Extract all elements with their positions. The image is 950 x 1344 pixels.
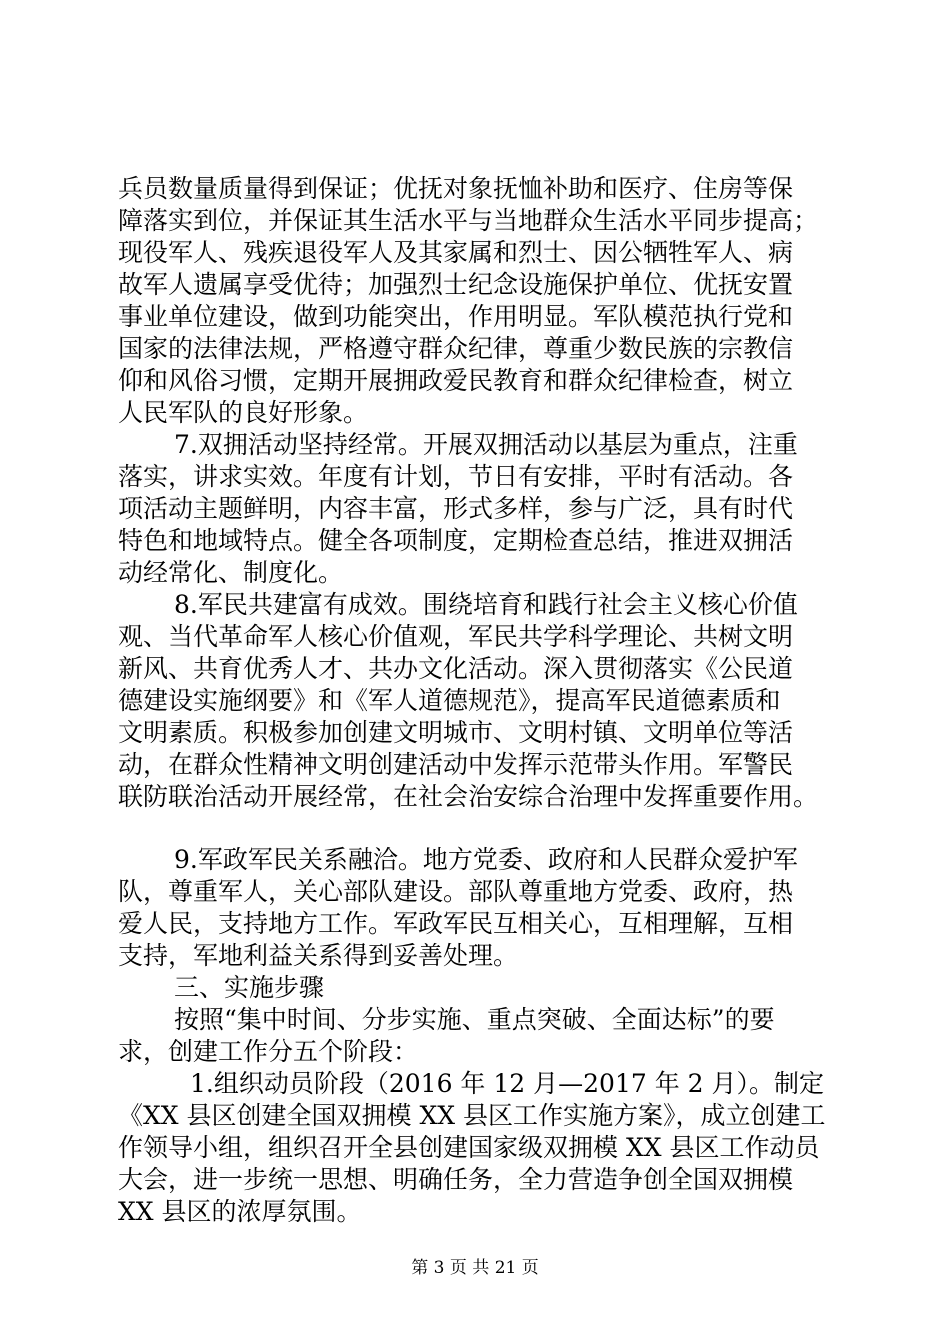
body-line-9: 7.双拥活动坚持经常。开展双拥活动以基层为重点，注重 bbox=[174, 430, 798, 459]
body-line-15: 观、当代革命军人核心价值观，军民共学科学理论、共树文明 bbox=[118, 622, 794, 651]
body-line-6: 国家的法律法规，严格遵守群众纪律，尊重少数民族的宗教信 bbox=[118, 334, 794, 363]
body-line-4: 故军人遗属享受优待；加强烈士纪念设施保护单位、优抚安置 bbox=[118, 270, 794, 299]
body-line-13: 动经常化、制度化。 bbox=[118, 558, 344, 587]
body-line-11: 项活动主题鲜明，内容丰富，形式多样，参与广泛，具有时代 bbox=[118, 494, 794, 523]
body-line-16: 新风、共育优秀人才、共办文化活动。深入贯彻落实《公民道 bbox=[118, 654, 794, 683]
body-line-22: 队，尊重军人，关心部队建设。部队尊重地方党委、政府，热 bbox=[118, 877, 794, 906]
body-line-19: 动，在群众性精神文明创建活动中发挥示范带头作用。军警民 bbox=[118, 750, 794, 779]
body-line-23: 爱人民，支持地方工作。军政军民互相关心，互相理解，互相 bbox=[118, 909, 794, 938]
body-line-14: 8.军民共建富有成效。围绕培育和践行社会主义核心价值 bbox=[174, 590, 798, 619]
body-line-24: 支持，军地利益关系得到妥善处理。 bbox=[118, 941, 519, 970]
body-line-31: 大会，进一步统一思想、明确任务，全力营造争创全国双拥模 bbox=[118, 1165, 794, 1194]
body-line-20: 联防联治活动开展经常，在社会治安综合治理中发挥重要作用。 bbox=[118, 782, 819, 811]
body-line-27: 求，创建工作分五个阶段： bbox=[118, 1037, 419, 1066]
body-line-2: 障落实到位，并保证其生活水平与当地群众生活水平同步提高； bbox=[118, 206, 819, 235]
body-line-8: 人民军队的良好形象。 bbox=[118, 398, 369, 427]
body-line-17: 德建设实施纲要》和《军人道德规范》，提高军民道德素质和 bbox=[118, 686, 781, 715]
body-line-30: 作领导小组，组织召开全县创建国家级双拥模 XX 县区工作动员 bbox=[118, 1133, 820, 1162]
body-line-7: 仰和风俗习惯，定期开展拥政爱民教育和群众纪律检查，树立 bbox=[118, 366, 794, 395]
body-line-1: 兵员数量质量得到保证；优抚对象抚恤补助和医疗、住房等保 bbox=[118, 174, 794, 203]
body-line-10: 落实，讲求实效。年度有计划，节日有安排，平时有活动。各 bbox=[118, 462, 794, 491]
body-line-26: 按照“集中时间、分步实施、重点突破、全面达标”的要 bbox=[174, 1005, 775, 1034]
body-line-3: 现役军人、残疾退役军人及其家属和烈士、因公牺牲军人、病 bbox=[118, 238, 794, 267]
page-number-footer: 第 3 页 共 21 页 bbox=[411, 1258, 539, 1278]
body-line-18: 文明素质。积极参加创建文明城市、文明村镇、文明单位等活 bbox=[118, 718, 794, 747]
body-line-29: 《XX 县区创建全国双拥模 XX 县区工作实施方案》，成立创建工 bbox=[118, 1101, 826, 1130]
section-heading: 三、实施步骤 bbox=[174, 973, 325, 1002]
body-line-5: 事业单位建设，做到功能突出，作用明显。军队模范执行党和 bbox=[118, 302, 794, 331]
body-line-32: XX 县区的浓厚氛围。 bbox=[118, 1197, 362, 1226]
body-line-28: 1.组织动员阶段（2016 年 12 月—2017 年 2 月）。制定 bbox=[190, 1069, 824, 1098]
body-line-21: 9.军政军民关系融洽。地方党委、政府和人民群众爱护军 bbox=[174, 845, 798, 874]
body-line-12: 特色和地域特点。健全各项制度，定期检查总结，推进双拥活 bbox=[118, 526, 794, 555]
